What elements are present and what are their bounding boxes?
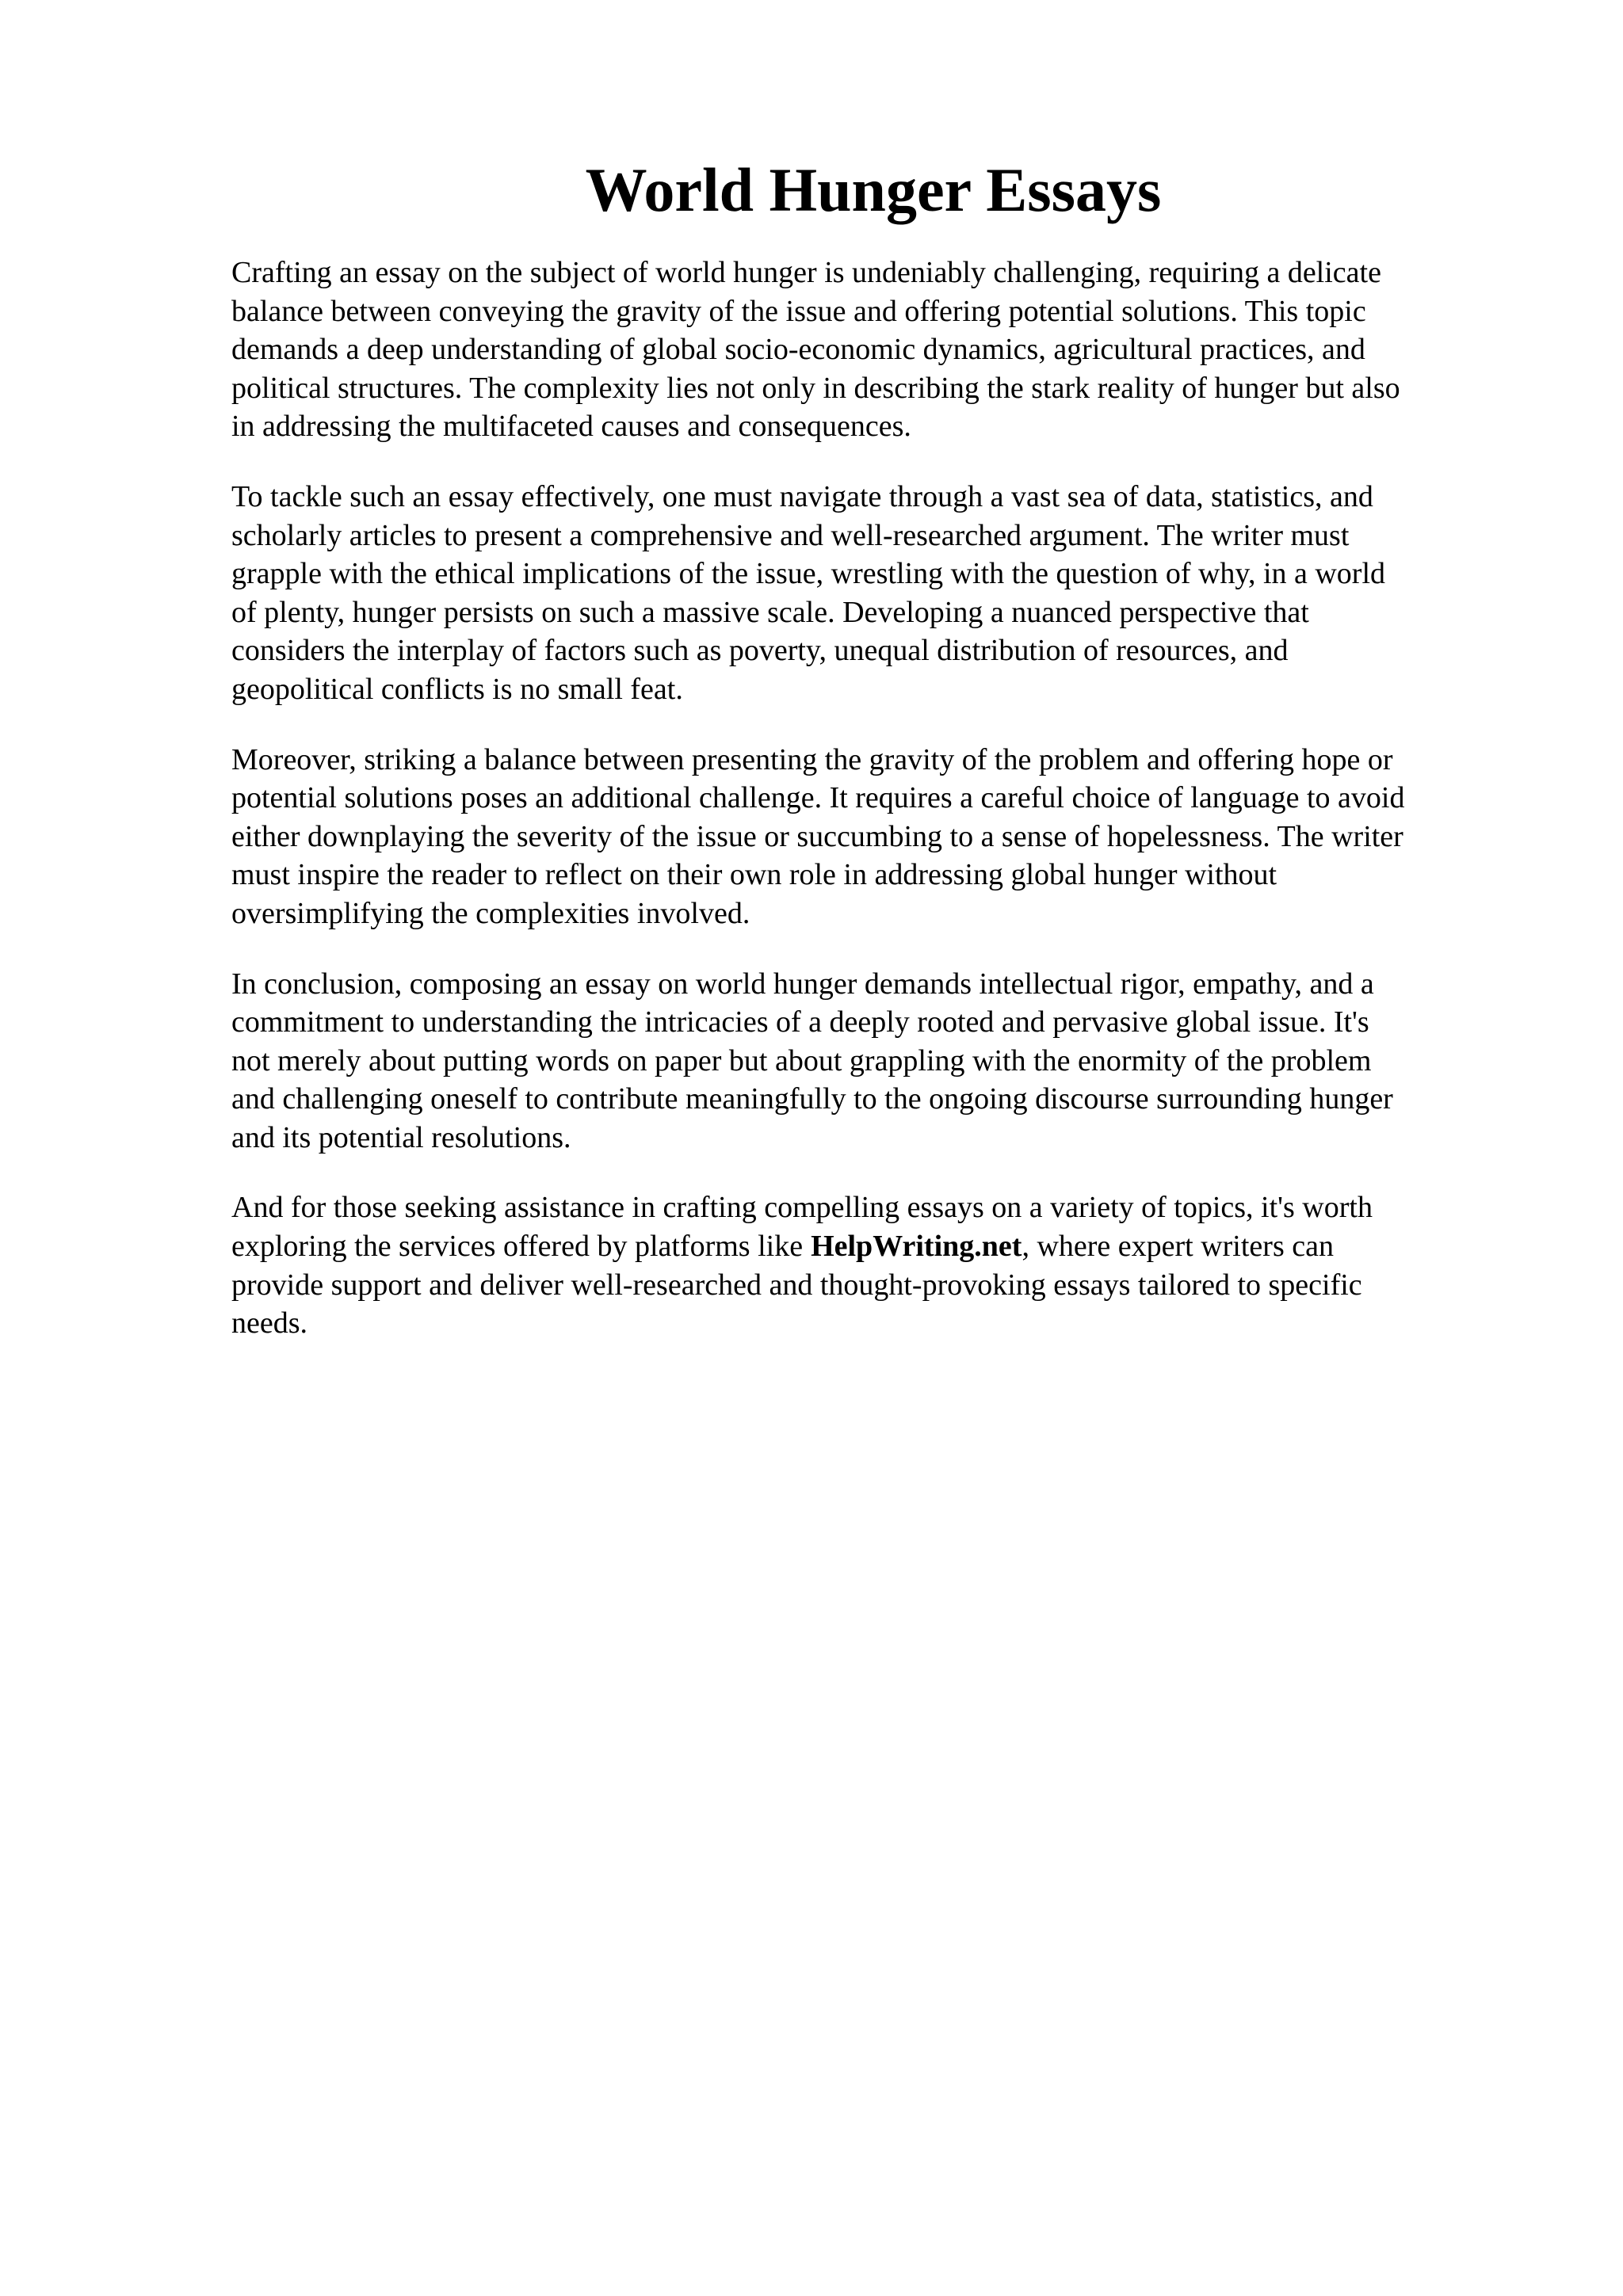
paragraph-line: Crafting an essay on the subject of world hunger is undeniably challenging, requiring a delicate [231, 256, 1381, 289]
paragraph-line: To tackle such an essay effectively, one must navigate through a vast sea of data, statistics, and [231, 479, 1373, 513]
paragraph-4 [231, 965, 1515, 1158]
helpwriting-link[interactable]: HelpWriting.net [811, 1230, 1022, 1264]
closing-paragraph [231, 1188, 1515, 1342]
paragraph-line: not merely about putting words on paper but about grappling with the enormity of the problem [231, 1043, 1372, 1077]
paragraph-line: and its potential resolutions. [231, 1120, 571, 1154]
paragraph-line: political structures. The complexity lies not only in describing the stark reality of hunger but also [231, 371, 1400, 405]
paragraph-line [231, 1227, 1515, 1266]
page-title: World Hunger Essays [585, 155, 1162, 224]
paragraph-line: grapple with the ethical implications of the issue, wrestling with the question of why, in a world [231, 557, 1386, 591]
paragraph-line: oversimplifying the complexities involved. [231, 896, 750, 930]
paragraph-line: In conclusion, composing an essay on world hunger demands intellectual rigor, empathy, and a [231, 967, 1374, 1001]
closing-text-after-link: , where expert writers can [1022, 1230, 1334, 1264]
paragraph-line: balance between conveying the gravity of the issue and offering potential solutions. This topic [231, 294, 1366, 328]
paragraph-1 [231, 254, 1515, 446]
paragraph-line: potential solutions poses an additional challenge. It requires a careful choice of language to avoid [231, 781, 1405, 815]
paragraph-line: must inspire the reader to reflect on their own role in addressing global hunger without [231, 858, 1277, 892]
document-body [231, 151, 1515, 1375]
paragraph-line: And for those seeking assistance in crafting compelling essays on a variety of topics, it's worth [231, 1191, 1373, 1225]
paragraph-2 [231, 478, 1515, 709]
paragraph-line: in addressing the multifaceted causes and consequences. [231, 410, 911, 444]
paragraph-line: needs. [231, 1306, 308, 1341]
paragraph-line: and challenging oneself to contribute meaningfully to the ongoing discourse surrounding hunger [231, 1082, 1393, 1116]
paragraph-line: scholarly articles to present a comprehensive and well-researched argument. The writer must [231, 518, 1350, 552]
paragraph-line: either downplaying the severity of the issue or succumbing to a sense of hopelessness. The writer [231, 819, 1403, 853]
paragraph-line: commitment to understanding the intricacies of a deeply rooted and pervasive global issue. It's [231, 1005, 1369, 1039]
paragraph-line: provide support and deliver well-researched and thought-provoking essays tailored to specific [231, 1268, 1362, 1302]
paragraph-line: Moreover, striking a balance between presenting the gravity of the problem and offering hope or [231, 742, 1393, 776]
paragraph-line: demands a deep understanding of global socio-economic dynamics, agricultural practices, and [231, 333, 1365, 367]
paragraph-3 [231, 741, 1515, 933]
closing-text-before-link: exploring the services offered by platforms like [231, 1230, 804, 1264]
paragraph-line: geopolitical conflicts is no small feat. [231, 672, 683, 706]
paragraph-line: considers the interplay of factors such as poverty, unequal distribution of resources, and [231, 634, 1289, 668]
paragraph-line: of plenty, hunger persists on such a massive scale. Developing a nuanced perspective that [231, 595, 1309, 629]
